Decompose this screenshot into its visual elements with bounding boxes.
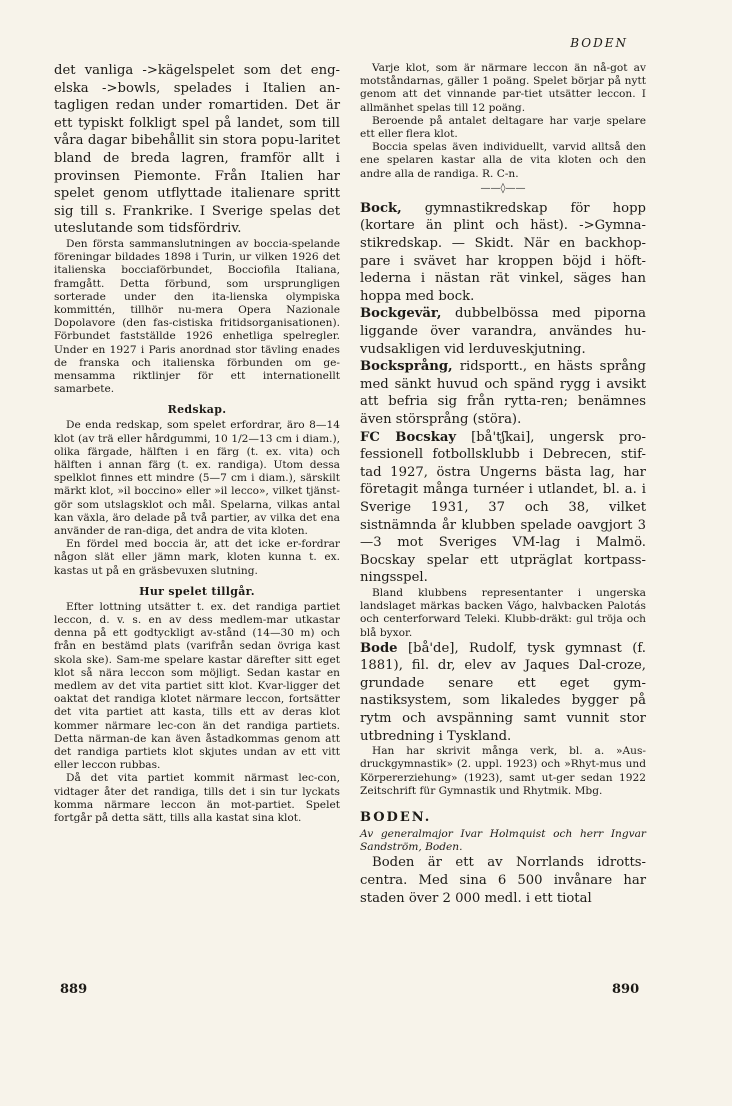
left-paragraph-6: Då det vita partiet kommit närmast lec-con, vidtager åter det randiga, tills det i sin tur lyckats komma närmare leccon än mot-partiet. Spelet fortgår på detta sätt, tills alla kastat sina klot. [54, 772, 340, 825]
entry-bockgevar-head: Bockgevär, [360, 306, 442, 322]
left-paragraph-1: det vanliga ->kägelspelet som det eng-elska ->bowls, spelades i Italien an-tagligen redan under romartiden. Det är ett typiskt folkligt spel på landet, som till våra dagar bibehållit sin stora popu-laritet bland de breda lagren, framför allt i provinsen Piemonte. Från Italien har spelet genom utflyttade italienare spritt sig till s. Frankrike. I Sverige spelas det uteslutande som tidsfördriv. [54, 63, 340, 237]
running-head: BODEN [570, 36, 628, 50]
left-column [54, 62, 340, 825]
entry-bock-head: Bock, [360, 200, 402, 216]
entry-bocksprang [360, 358, 646, 428]
entry-bode-body: [bå'de], Rudolf, tysk gymnast (f. 1881), fil. dr, elev av Jaques Dal-croze, grundade senare ett eget gym-nastiksystem, som likaledes bygger på rytm och avspänning samt vunnit stor utbredning i Tyskland. [360, 640, 646, 744]
entry-bode-head: Bode [360, 640, 398, 656]
subheading-redskap: Redskap. [167, 403, 227, 417]
section-heading-boden: BODEN. [360, 810, 432, 826]
right-paragraph-1: Varje klot, som är närmare leccon än nå-got av motståndarnas, gäller 1 poäng. Spelet börjar på nytt genom att det vinnande par-tiet utsätter leccon. I allmänhet spelas till 12 poäng. [360, 62, 646, 114]
right-column [360, 62, 646, 907]
entry-bock-body: gymnastikredskap för hopp (kortare än plint och häst). ->Gymna-stikredskap. — Skidt. När en backhop-pare i svävet har kroppen böjd i höft-lederna i nästan rät vinkel, säges han hoppa med bock. [360, 200, 646, 304]
entry-fc-bocskay-note: Bland klubbens representanter i ungerska landslaget märkas backen Vágo, halvbacken Palotás och centerforward Teleki. Klubb-dräkt: gul tröja och blå byxor. [360, 586, 646, 639]
left-paragraph-4: En fördel med boccia är, att det icke er-fordrar någon slät eller jämn mark, kloten kunna t. ex. kastas ut på en gräsbevuxen slutning. [54, 538, 340, 577]
entry-fc-bocskay-body: [bå'tʃkai], ungersk pro-fessionell fotbollsklubb i Debrecen, stif-tad 1927, östra Ungerns bästa lag, har företagit många turnéer i utlandet, bl. a. i Sverige 1931, 37 och 38, vilket sistnämnda år klubben spelade oavgjort 3—3 mot Sveriges VM-lag i Malmö. Bocskay spelar ett utpräglat kortpass-ningsspel. [360, 429, 646, 586]
page-number-left: 889 [60, 982, 88, 997]
right-paragraph-2: Beroende på antalet deltagare har varje spelare ett eller flera klot. [360, 114, 646, 141]
entry-bockgevar-body: dubbelbössa med piporna liggande över varandra, användes hu-vudsakligen vid lerduveskjutning. [360, 306, 646, 357]
entry-bocksprang-head: Bocksprång, [360, 359, 453, 375]
ornament-divider: ——◊—— [480, 182, 526, 194]
entry-fc-bocskay [360, 429, 646, 587]
left-paragraph-2: Den första sammanslutningen av boccia-spelande föreningar bildades 1898 i Turin, ur vilken 1926 det italienska bocciaförbundet, Bocciofila Italiana, framgått. Detta förbund, som ursprungligen sorterade under den ita-lienska olympiska kommittén, tillhör nu-mera Opera Nazionale Dopolavore (den fas-cistiska fritidsorganisationen). Förbundet fastställde 1926 enhetliga spelregler. Under en 1927 i Paris anordnad stor tävling enades de franska och italienska förbunden om ge-mensamma riktlinjer för ett internationellt samarbete. [54, 237, 340, 396]
entry-bock [360, 200, 646, 306]
entry-bocksprang-body: ridsportt., en hästs språng med sänkt huvud och spänd rygg i avsikt att befria sig från rytta-ren; benämnes även störsprång (störa). [360, 359, 646, 427]
boden-paragraph: Boden är ett av Norrlands idrotts-centra. Med sina 6 500 invånare har staden över 2 000 medl. i ett tiotal [360, 855, 646, 906]
page-number-right: 890 [612, 982, 640, 997]
boden-authors: Av generalmajor Ivar Holmquist och herr Ingvar Sandström, Boden. [360, 828, 646, 854]
left-paragraph-5: Efter lottning utsätter t. ex. det randiga partiet leccon, d. v. s. en av dess medlem-mar utkastar denna på ett godtyckligt av-stånd (14—30 m) och från en bestämd plats (varifrån sedan övriga kast skola ske). Sam-me spelare kastar därefter sitt eget klot så nära leccon som möjligt. Sedan kastar en medlem av det vita partiet sitt klot. Kvar-ligger det oaktat det randiga klotet närmare leccon, fortsätter det vita partiet att kasta, tills ett av deras klot kommer närmare lec-con än det randiga partiets. Detta närman-de kan även åstadkommas genom att det randiga partiets klot skjutes undan av ett vitt eller leccon rubbas. [54, 600, 340, 772]
subheading-hur-spelet: Hur spelet tillgår. [139, 584, 255, 598]
left-paragraph-3: De enda redskap, som spelet erfordrar, äro 8—14 klot (av trä eller hårdgummi, 10 1/2—13 cm i diam.), olika färgade, hälften i en färg (t. ex. vita) och hälften i annan färg (t. ex. randiga). Utom dessa spelklot finnes ett mindre (5—7 cm i diam.), särskilt märkt klot, »il boccino» eller »il lecco», vilket tjänst-gör som utslagsklot och mål. Spelarna, vilkas antal kan växla, äro delade på två partier, av vilka det ena använder de ran-diga, det andra de vita kloten. [54, 419, 340, 537]
entry-fc-bocskay-head: FC Bocskay [360, 429, 457, 445]
right-paragraph-3: Boccia spelas även individuellt, varvid alltså den ene spelaren kastar alla de vita kloten och den andre alla de randiga. R. C-n. [360, 141, 646, 180]
entry-bode [360, 640, 646, 746]
entry-bockgevar [360, 305, 646, 358]
entry-bode-note: Han har skrivit många verk, bl. a. »Aus-druckgymnastik» (2. uppl. 1923) och »Rhyt-mus und Körpererziehung» (1923), samt ut-ger sedan 1922 Zeitschrift für Gymnastik und Rhytmik. Mbg. [360, 745, 646, 797]
